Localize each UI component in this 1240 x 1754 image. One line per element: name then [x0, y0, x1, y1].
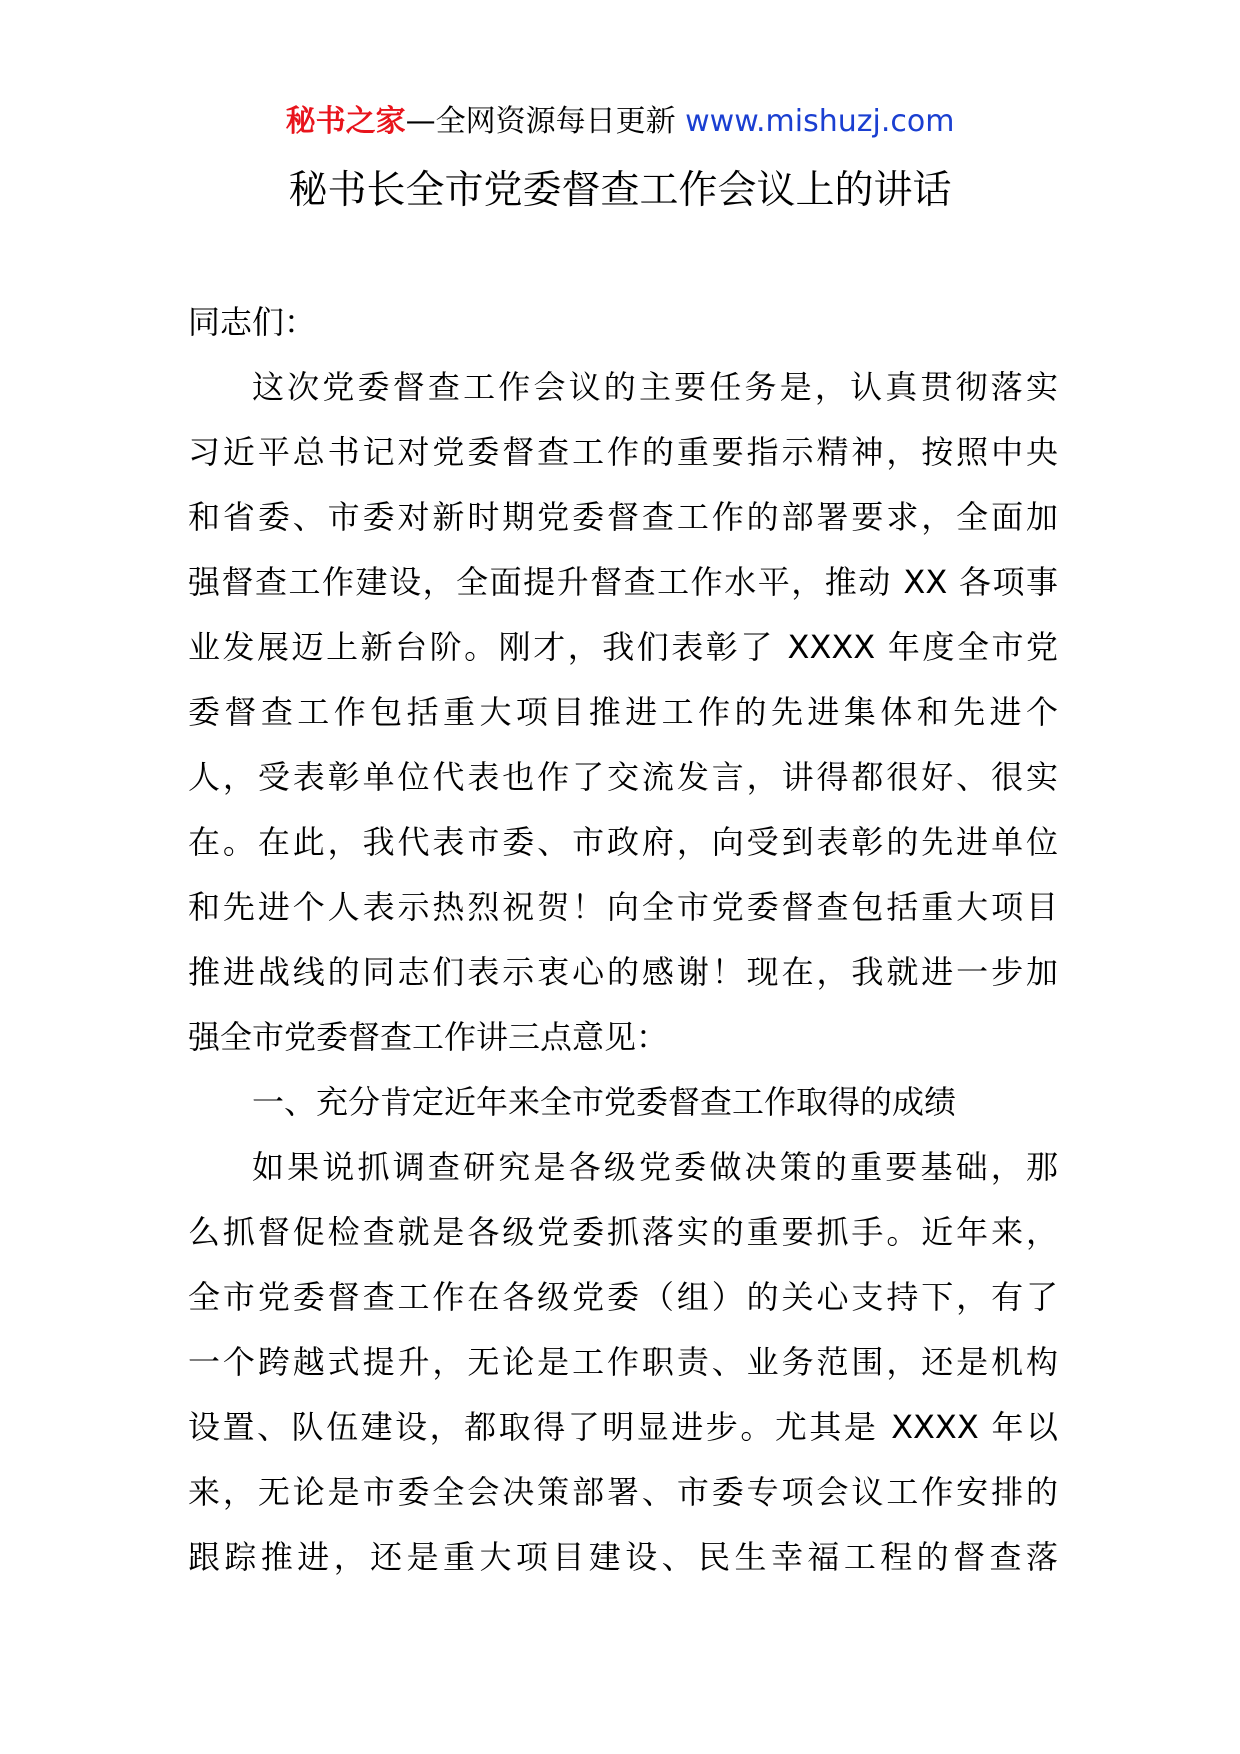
paragraph-line: 习近平总书记对党委督查工作的重要指示精神，按照中央 [188, 433, 1058, 471]
paragraph-line: 强督查工作建设，全面提升督查工作水平，推动 XX 各项事 [188, 563, 1058, 601]
paragraph-line: 委督查工作包括重大项目推进工作的先进集体和先进个 [188, 693, 1058, 731]
site-banner [0, 100, 1240, 144]
paragraph-line: 强全市党委督查工作讲三点意见： [188, 1018, 669, 1056]
paragraph-line: 业发展迈上新台阶。刚才，我们表彰了 XXXX 年度全市党 [188, 628, 1058, 666]
paragraph-line: 如果说抓调查研究是各级党委做决策的重要基础，那 [252, 1148, 1058, 1186]
paragraph-line: 设置、队伍建设，都取得了明显进步。尤其是 XXXX 年以 [188, 1408, 1058, 1446]
paragraph-line: 么抓督促检查就是各级党委抓落实的重要抓手。近年来， [188, 1213, 1058, 1251]
paragraph-line: 这次党委督查工作会议的主要任务是，认真贯彻落实 [252, 368, 1058, 406]
salutation: 同志们： [188, 303, 317, 341]
paragraph-line: 和先进个人表示热烈祝贺！向全市党委督查包括重大项目 [188, 888, 1058, 926]
document-body [188, 290, 1058, 1590]
document-title: 秘书长全市党委督查工作会议上的讲话 [288, 168, 952, 213]
brand-name: 秘书之家 [285, 104, 406, 139]
paragraph-line: 跟踪推进，还是重大项目建设、民生幸福工程的督查落 [188, 1538, 1058, 1576]
paragraph-line: 全市党委督查工作在各级党委（组）的关心支持下，有了 [188, 1278, 1058, 1316]
banner-slogan: —全网资源每日更新 [405, 104, 686, 139]
paragraph-line: 和省委、市委对新时期党委督查工作的部署要求，全面加 [188, 498, 1058, 536]
paragraph-line: 人，受表彰单位代表也作了交流发言，讲得都很好、很实 [188, 758, 1058, 796]
section-heading: 一、充分肯定近年来全市党委督查工作取得的成绩 [252, 1083, 957, 1121]
paragraph-line: 推进战线的同志们表示衷心的感谢！现在，我就进一步加 [188, 953, 1058, 991]
paragraph-line: 在。在此，我代表市委、市政府，向受到表彰的先进单位 [188, 823, 1058, 861]
paragraph-line: 来，无论是市委全会决策部署、市委专项会议工作安排的 [188, 1473, 1058, 1511]
site-url[interactable]: www.mishuzj.com [685, 104, 955, 139]
paragraph-line: 一个跨越式提升，无论是工作职责、业务范围，还是机构 [188, 1343, 1058, 1381]
